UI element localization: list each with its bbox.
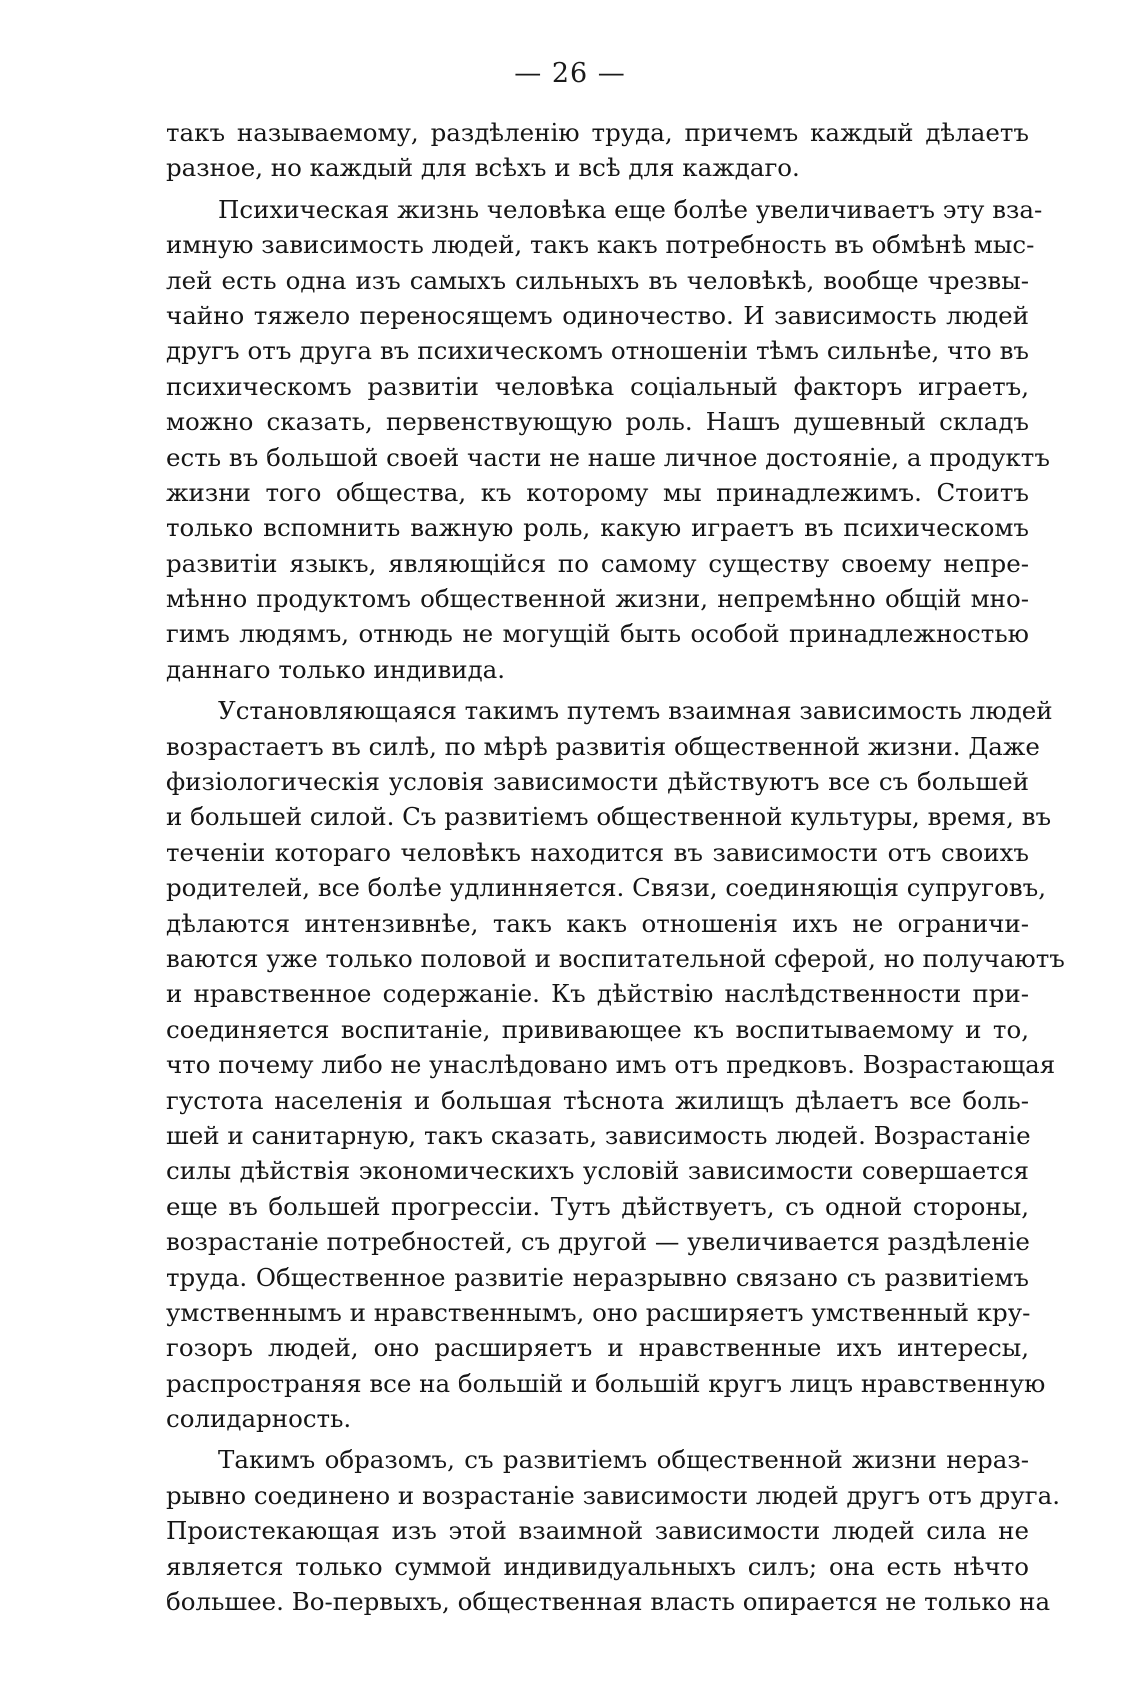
paragraph xyxy=(166,192,1050,687)
text-line: развитіи языкъ, являющійся по самому существу своему непре- xyxy=(166,548,1029,578)
text-line: и нравственное содержаніе. Къ дѣйствію наслѣдственности при- xyxy=(166,979,1029,1009)
text-line: еще въ большей прогрессіи. Тутъ дѣйствуетъ, съ одной стороны, xyxy=(166,1191,1029,1221)
text-line: соединяется воспитаніе, прививающее къ воспитываемому и то, xyxy=(166,1014,1029,1044)
paragraph xyxy=(166,693,1065,1436)
text-line: такъ называемому, раздѣленію труда, причемъ каждый дѣлаетъ xyxy=(166,118,1029,147)
text-line: только вспомнить важную роль, какую играетъ въ психическомъ xyxy=(166,513,1029,543)
text-line: распространяя все на большій и большій кругъ лицъ нравственную xyxy=(166,1368,1046,1398)
text-line: силы дѣйствія экономическихъ условій зависимости совершается xyxy=(166,1156,1029,1186)
text-line: возрастаніе потребностей, съ другой — увеличивается раздѣленіе xyxy=(166,1227,1030,1257)
text-line: что почему либо не унаслѣдовано имъ отъ предковъ. Возрастающая xyxy=(166,1050,1056,1080)
text-line: является только суммой индивидуальныхъ силъ; она есть нѣчто xyxy=(166,1551,1029,1581)
text-line: рывно соединено и возрастаніе зависимости людей другъ отъ друга. xyxy=(166,1480,1060,1510)
text-line: физіологическія условія зависимости дѣйствуютъ все съ большей xyxy=(166,767,1029,797)
text-line: дѣлаются интензивнѣе, такъ какъ отношенія ихъ не ограничи- xyxy=(166,908,1029,938)
text-line: даннаго только индивида. xyxy=(166,654,506,684)
text-line: жизни того общества, къ которому мы принадлежимъ. Стоитъ xyxy=(166,477,1029,507)
text-line: имную зависимость людей, такъ какъ потребность въ обмѣнѣ мыс- xyxy=(166,230,1035,260)
text-line: умственнымъ и нравственнымъ, оно расширяетъ умственный кру- xyxy=(166,1297,1031,1327)
text-line: густота населенія и большая тѣснота жилищъ дѣлаетъ все боль- xyxy=(166,1085,1029,1115)
text-line: труда. Общественное развитіе неразрывно связано съ развитіемъ xyxy=(166,1262,1029,1292)
text-line: есть въ большой своей части не наше личное достояніе, а продуктъ xyxy=(166,442,1050,472)
page-number: — 26 — xyxy=(514,58,626,89)
text-line: шей и санитарную, такъ сказать, зависимость людей. Возрастаніе xyxy=(166,1120,1031,1150)
text-line: гимъ людямъ, отнюдь не могущій быть особой принадлежностью xyxy=(166,619,1029,649)
text-line: теченіи котораго человѣкъ находится въ зависимости отъ своихъ xyxy=(166,837,1029,867)
paragraph xyxy=(166,115,1029,186)
text-line: и большей силой. Съ развитіемъ общественной культуры, время, въ xyxy=(166,802,1052,832)
text-line: большее. Во-первыхъ, общественная власть опирается не только на xyxy=(166,1587,1051,1617)
text-line: можно сказать, первенствующую роль. Нашъ душевный складъ xyxy=(166,407,1029,437)
text-line: Проистекающая изъ этой взаимной зависимости людей сила не xyxy=(166,1516,1029,1546)
text-line: солидарность. xyxy=(166,1404,352,1434)
text-line: ваются уже только половой и воспитательной сферой, но получаютъ xyxy=(166,943,1065,973)
text-line: психическомъ развитіи человѣка соціальный факторъ играетъ, xyxy=(166,371,1029,401)
text-line: другъ отъ друга въ психическомъ отношеніи тѣмъ сильнѣе, что въ xyxy=(166,336,1029,366)
body-text xyxy=(166,115,1065,1619)
text-line: возрастаетъ въ силѣ, по мѣрѣ развитія общественной жизни. Даже xyxy=(166,731,1040,761)
text-line: лей есть одна изъ самыхъ сильныхъ въ человѣкѣ, вообще чрезвы- xyxy=(166,265,1029,295)
text-line: родителей, все болѣе удлинняется. Связи, соединяющія супруговъ, xyxy=(166,873,1047,903)
text-line: гозоръ людей, оно расширяетъ и нравственные ихъ интересы, xyxy=(166,1333,1029,1363)
paragraph xyxy=(166,1442,1060,1619)
text-line: Психическая жизнь человѣка еще болѣе увеличиваетъ эту вза- xyxy=(218,194,1043,224)
text-line: разное, но каждый для всѣхъ и всѣ для каждаго. xyxy=(166,153,800,183)
text-line: мѣнно продуктомъ общественной жизни, непремѣнно общій мно- xyxy=(166,584,1029,614)
text-line: чайно тяжело переносящемъ одиночество. И зависимость людей xyxy=(166,300,1029,330)
text-line: Такимъ образомъ, съ развитіемъ общественной жизни нераз- xyxy=(218,1445,1029,1475)
text-line: Установляющаяся такимъ путемъ взаимная зависимость людей xyxy=(218,696,1053,726)
